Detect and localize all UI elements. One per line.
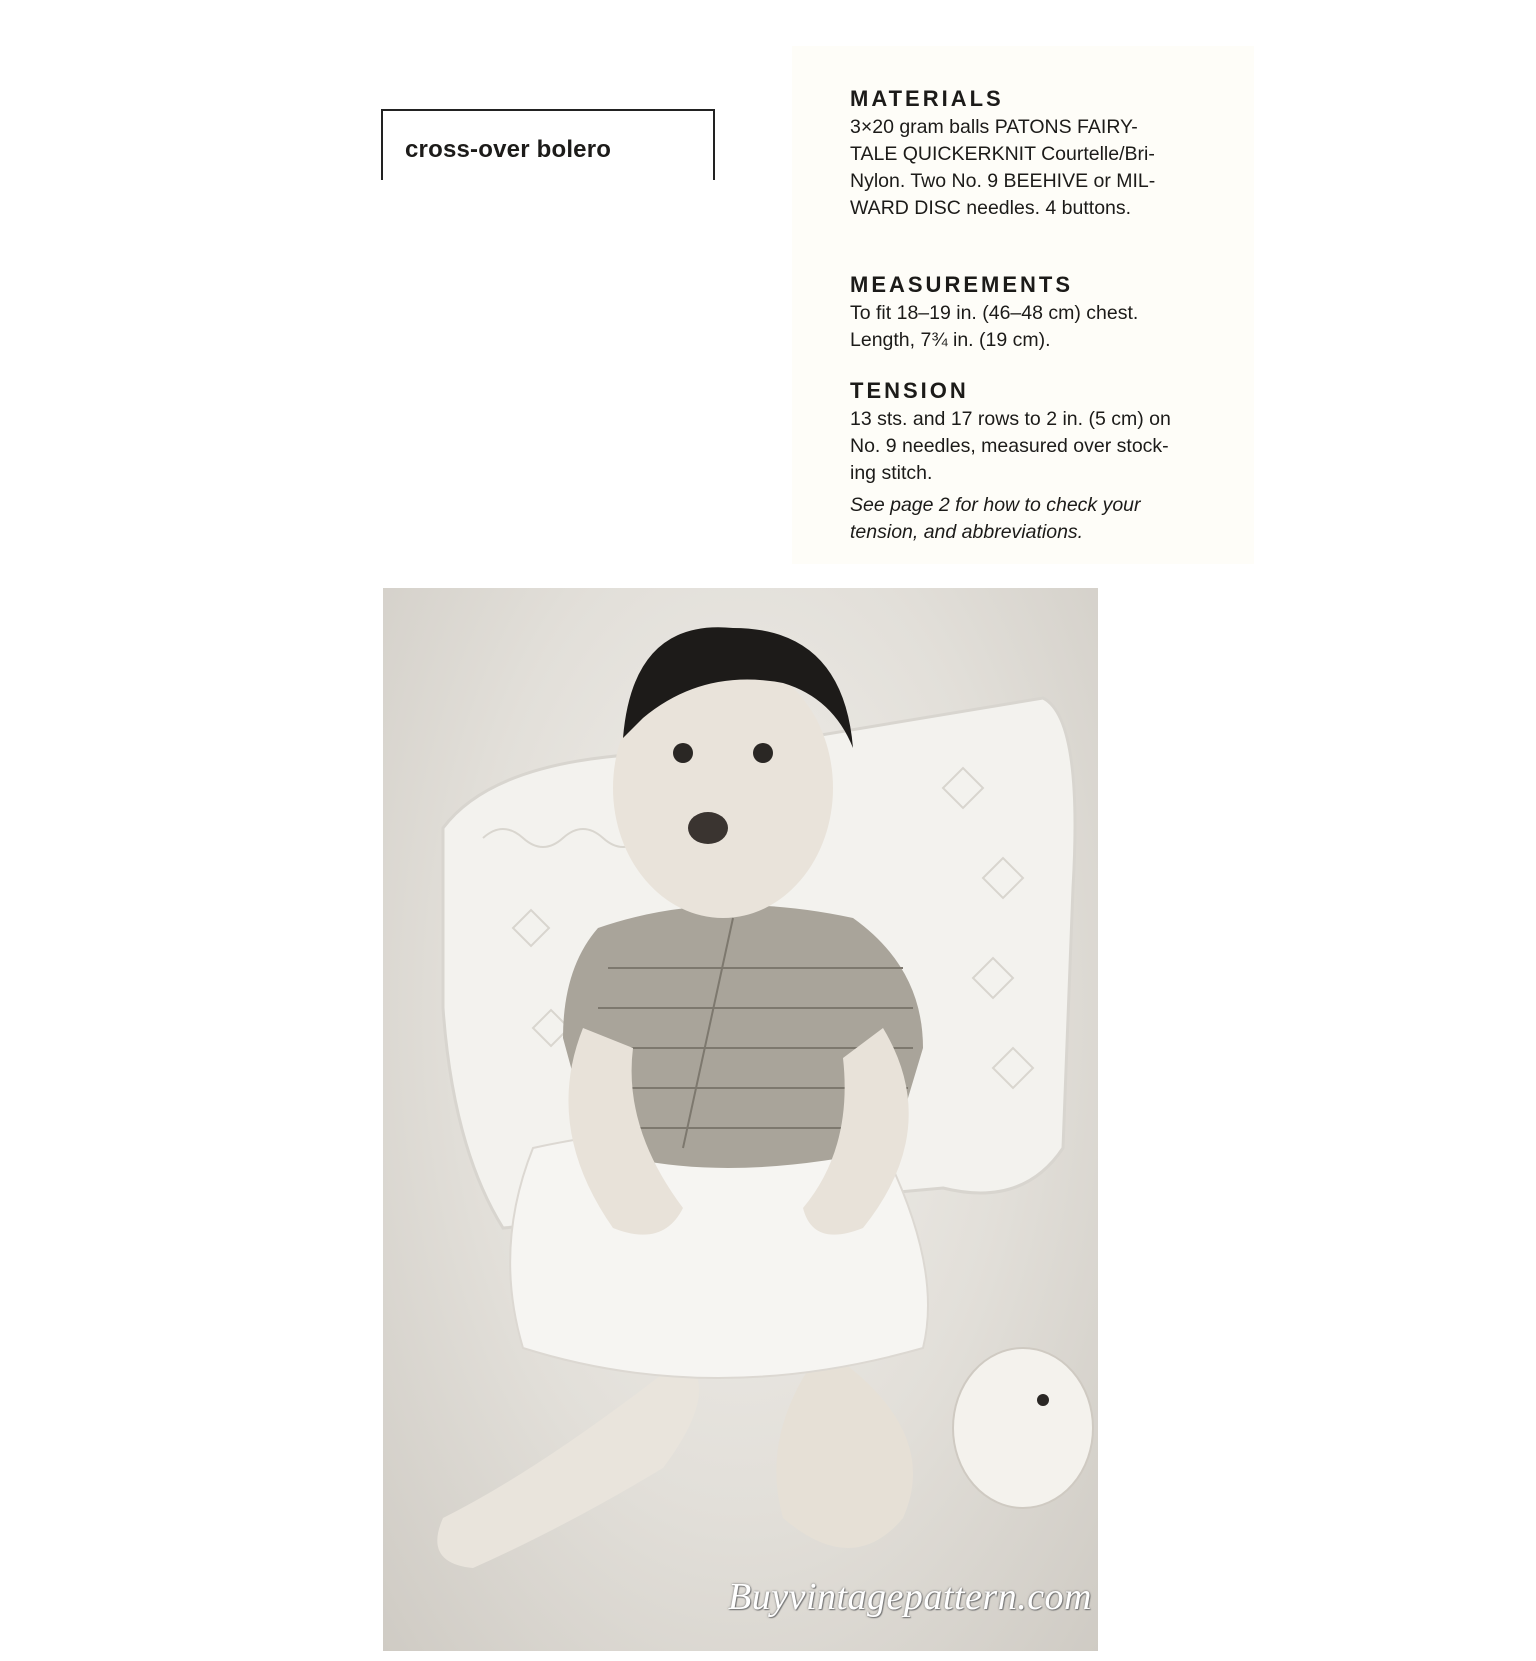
tension-line: ing stitch. (850, 462, 933, 484)
measurements-line: To fit 18–19 in. (46–48 cm) chest. (850, 302, 1139, 324)
tension-text (850, 406, 1254, 487)
watermark: Buyvintagepattern.com (728, 1576, 1093, 1618)
materials-line: Nylon. Two No. 9 BEEHIVE or MIL- (850, 170, 1156, 192)
title-box (381, 109, 715, 180)
materials-line: TALE QUICKERKNIT Courtelle/Bri- (850, 143, 1155, 165)
note-line: See page 2 for how to check your (850, 494, 1141, 516)
materials-section (850, 86, 1254, 222)
right-eye (753, 743, 773, 763)
toy-chick (953, 1348, 1093, 1508)
baby-photo (383, 588, 1098, 1651)
tension-note (850, 492, 1254, 546)
left-leg (437, 1358, 699, 1568)
tension-heading: TENSION (850, 378, 969, 403)
measurements-text (850, 300, 1254, 354)
open-mouth (688, 812, 728, 844)
note-line: tension, and abbreviations. (850, 521, 1084, 543)
tension-line: 13 sts. and 17 rows to 2 in. (5 cm) on (850, 408, 1171, 430)
measurements-line: Length, 7¾ in. (19 cm). (850, 329, 1051, 351)
pattern-title: cross-over bolero (405, 136, 612, 163)
materials-heading: MATERIALS (850, 86, 1004, 111)
measurements-heading: MEASUREMENTS (850, 272, 1074, 297)
materials-line: WARD DISC needles. 4 buttons. (850, 197, 1132, 219)
tension-section (850, 378, 1254, 487)
tension-line: No. 9 needles, measured over stock- (850, 435, 1169, 457)
measurements-section (850, 272, 1254, 354)
right-leg (776, 1348, 913, 1548)
materials-line: 3×20 gram balls PATONS FAIRY- (850, 116, 1138, 138)
photo-illustration (383, 588, 1098, 1651)
left-eye (673, 743, 693, 763)
toy-eye (1037, 1394, 1049, 1406)
materials-text (850, 114, 1254, 222)
